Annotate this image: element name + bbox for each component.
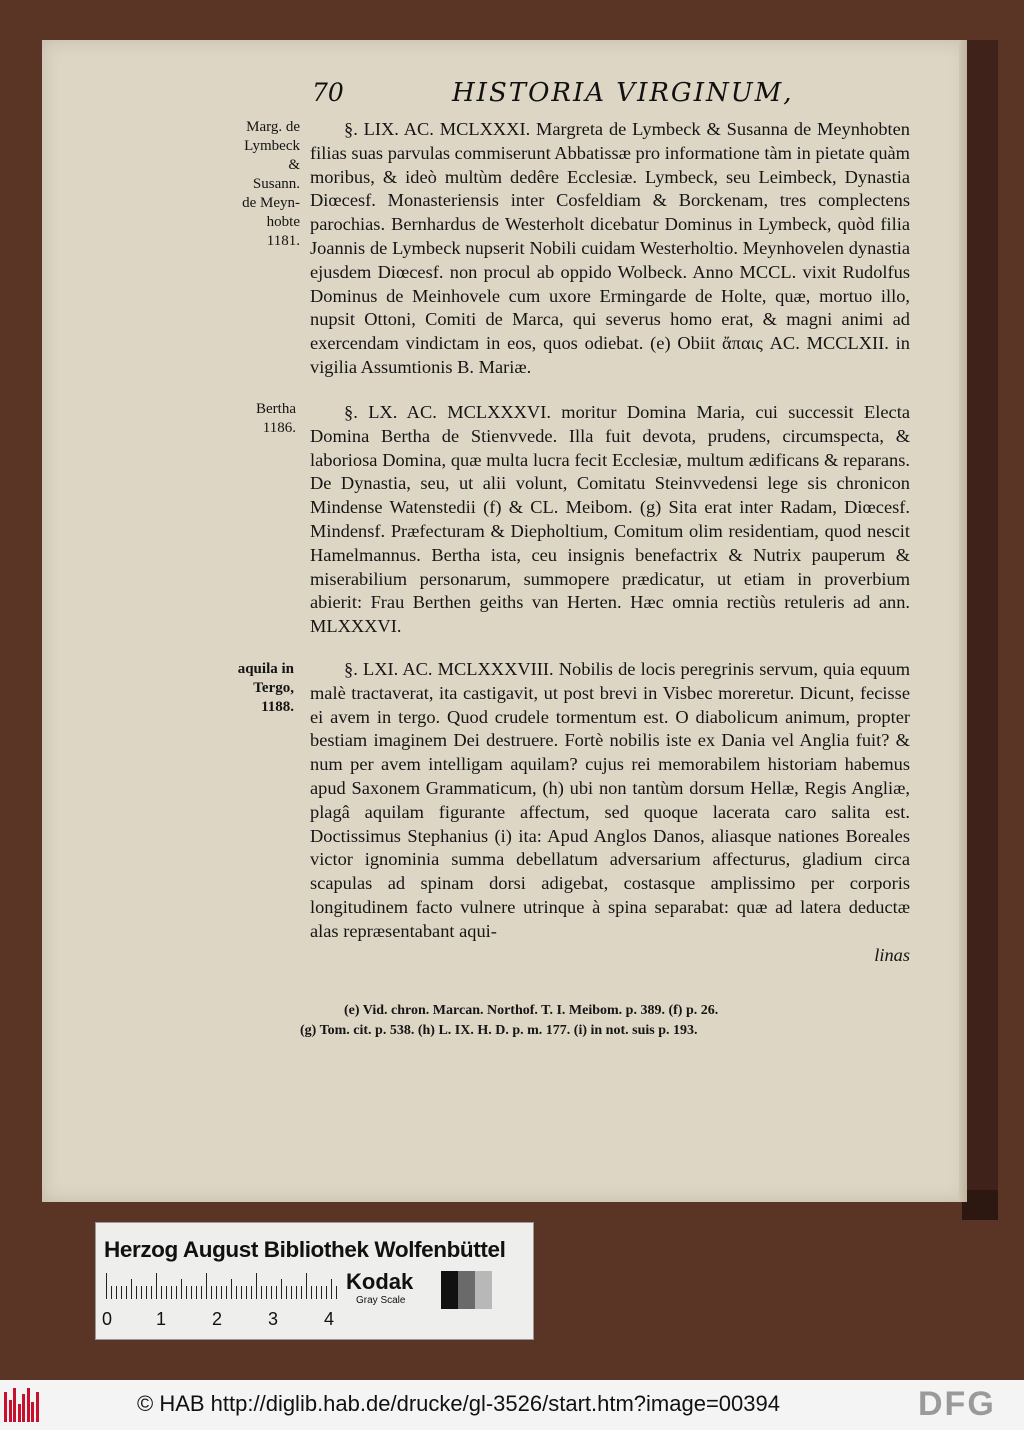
- ruler-tick: [226, 1286, 227, 1299]
- ruler-tick: [321, 1286, 322, 1299]
- margin-note-aquila: [232, 660, 302, 717]
- margin-line: 1186.: [262, 420, 296, 436]
- ruler-tick: [121, 1286, 122, 1299]
- ruler-tick: [241, 1286, 242, 1299]
- ruler-tick: [286, 1286, 287, 1299]
- ruler-tick: [296, 1286, 297, 1299]
- ruler-tick: [136, 1286, 137, 1299]
- kodak-logo: Kodak: [346, 1269, 414, 1294]
- ruler-number: 4: [324, 1309, 335, 1329]
- underlying-page-shadow: [962, 1190, 998, 1220]
- margin-line: aquila in: [237, 661, 294, 677]
- page-edge: [959, 40, 967, 1202]
- paragraph-lxi: [310, 658, 910, 967]
- logo-bar: [18, 1404, 21, 1422]
- logo-bar: [4, 1392, 7, 1422]
- ruler-tick: [106, 1273, 107, 1299]
- ruler-tick: [141, 1286, 142, 1299]
- footnotes: [300, 1001, 916, 1041]
- book-page: [42, 40, 967, 1202]
- margin-line: 1181.: [266, 233, 300, 249]
- ruler-tick: [271, 1286, 272, 1299]
- paragraph-text: §. LIX. AC. MCLXXXI. Margreta de Lymbeck & Susanna de Meynhobten filias suas parvulas commiserunt Abbatissæ pro informatione tàm in pietate quàm moribus, & ideò multùm dedêre Ecclesiæ. Lymbeck, seu Leimbeck, Dynastia Diœcesf. Monasteriensis inter Cosfeldiam & Borckenam, tres complectens parochias. Bernhardus de Westerholt dicebatur Dominus in Lymbeck, quòd filia Joannis de Lymbeck nupserit Nobili cuidam Westerholtio. Meynhovelen dynastia ejusdem Diœcesf. non procul ab oppido Wolbeck. Anno MCCL. vixit Rudolfus Dominus de Meinhovele cum uxore Ermingarde de Holte, quæ, mortuo illo, nupsit Ottoni, Comiti de Marca, qui severus homo erat, & magni animi ad exercendam vindictam in eos, quos odiebat. (e) Obiit ἄπαις AC. MCCLXII. in vigilia Assumtionis B. Mariæ.: [310, 119, 910, 377]
- ruler-tick: [281, 1279, 282, 1299]
- ruler-tick: [221, 1286, 222, 1299]
- ruler-tick: [111, 1286, 112, 1299]
- logo-bar: [9, 1400, 12, 1422]
- ruler-tick: [306, 1273, 307, 1299]
- ruler-tick: [191, 1286, 192, 1299]
- ruler-tick: [276, 1286, 277, 1299]
- ruler-tick: [151, 1286, 152, 1299]
- margin-line: hobte: [266, 214, 300, 230]
- ruler-tick: [211, 1286, 212, 1299]
- margin-note-margreta: [238, 118, 308, 251]
- footnote-line: (e) Vid. chron. Marcan. Northof. T. I. Meibom. p. 389. (f) p. 26.: [344, 1003, 719, 1018]
- paragraph-lx: [310, 401, 910, 639]
- ruler-tick: [266, 1286, 267, 1299]
- viewer-footer: [0, 1380, 1024, 1430]
- ruler-tick: [166, 1286, 167, 1299]
- margin-line: de Meyn-: [242, 195, 300, 211]
- gray-swatch-light: [475, 1271, 492, 1309]
- ruler-tick: [156, 1273, 157, 1299]
- ruler-number: 2: [212, 1309, 223, 1329]
- ruler-tick: [186, 1286, 187, 1299]
- logo-bar: [13, 1388, 16, 1422]
- dfg-logo: DFG: [918, 1385, 996, 1423]
- ruler-tick: [251, 1286, 252, 1299]
- logo-bar: [27, 1388, 30, 1422]
- ruler-tick: [256, 1273, 257, 1299]
- paragraph-text: §. LX. AC. MCLXXXVI. moritur Domina Maria, cui successit Electa Domina Bertha de Stienvvede. Illa fuit devota, prudens, circumspecta, & laboriosa Domina, quæ multa lucra fecit Ecclesiæ, multum ædificans & reparans. De Dynastia, seu, ut alii volunt, Comitatu Steinvvedensi lege sis chronicon Mindense Watenstedii (f) & CL. Meibom. (g) Sita erat inter Radam, Diœcesf. Mindensf. Præfecturam & Diepholtium, Comitum olim residentiam, quod nescit Hamelmannus. Bertha ista, ceu insignis benefactrix & Nutrix pauperum & miserabilium personarum, summopere prædicatur, ut etiam in proverbium abierit: Frau Berthen geiths van Herten. Hæc omnia rectiùs retuleris ad ann. MLXXXVI.: [310, 402, 910, 637]
- gray-scale-label: Gray Scale: [356, 1295, 406, 1306]
- margin-note-bertha: [234, 400, 294, 438]
- ruler-tick: [336, 1286, 337, 1299]
- gray-swatch-black: [441, 1271, 458, 1309]
- ruler-number: 0: [102, 1309, 113, 1329]
- ruler-tick: [201, 1286, 202, 1299]
- margin-line: Bertha: [256, 401, 296, 417]
- catchword: linas: [874, 944, 910, 965]
- ruler-tick: [126, 1286, 127, 1299]
- library-name: Herzog August Bibliothek Wolfenbüttel: [104, 1237, 506, 1262]
- gray-swatch-mid: [458, 1271, 475, 1309]
- hab-logo-icon: [4, 1388, 40, 1422]
- ruler-tick: [206, 1273, 207, 1299]
- logo-bar: [22, 1394, 25, 1422]
- ruler-tick: [231, 1279, 232, 1299]
- running-title: HISTORIA VIRGINUM,: [452, 78, 794, 108]
- ruler-tick: [196, 1286, 197, 1299]
- page-number: 70: [312, 78, 344, 107]
- ruler-number: 1: [156, 1309, 167, 1329]
- ruler-tick: [261, 1286, 262, 1299]
- logo-bar: [36, 1392, 39, 1422]
- copyright-link[interactable]: © HAB http://diglib.hab.de/drucke/gl-3526/start.htm?image=00394: [137, 1391, 780, 1416]
- ruler-tick: [331, 1279, 332, 1299]
- ruler-tick: [146, 1286, 147, 1299]
- ruler-number: 3: [268, 1309, 279, 1329]
- ruler-tick: [291, 1286, 292, 1299]
- ruler-tick: [116, 1286, 117, 1299]
- margin-line: 1188.: [261, 699, 294, 715]
- ruler-tick: [236, 1286, 237, 1299]
- margin-line: Marg. de: [246, 119, 300, 135]
- margin-line: Lymbeck: [244, 138, 300, 154]
- paragraph-lix: [310, 118, 910, 380]
- library-scan-label: [95, 1222, 534, 1340]
- ruler-tick: [161, 1286, 162, 1299]
- logo-bar: [31, 1402, 34, 1422]
- ruler-tick: [181, 1279, 182, 1299]
- margin-line: Tergo,: [253, 680, 294, 696]
- ruler-tick: [171, 1286, 172, 1299]
- ruler-tick: [131, 1279, 132, 1299]
- ruler-tick: [216, 1286, 217, 1299]
- ruler-tick: [326, 1286, 327, 1299]
- paragraph-text: §. LXI. AC. MCLXXXVIII. Nobilis de locis peregrinis servum, quia equum malè tractaverat, ita castigavit, ut post brevi in Visbec moreretur. Dicunt, fecisse ei avem in tergo. Quod crudele tormentum est. O diabolicum animum, propter bestiam imaginem Dei destruere. Fortè nobilis iste ex Dania vel Anglia fuit? & num per avem intelligam aquilam? cujus rei memorabilem historiam habemus apud Saxonem Grammaticum, (h) ubi non tantùm dorsum Hellæ, Regis Angliæ, plagâ aquilam figurante affectum, sed quoque lacerata caro salita est. Doctissimus Stephanius (i) ita: Apud Anglos Danos, aliasque nationes Boreales victor ignominia summa debellatum adversarium affecturus, gladium circa scapulas ad spinam dorsi adigebat, costasque amplissimo per corporis longitudinem facto vulnere utrinque à spina separabat: quæ ad latera deductæ alas repræsentabant aqui-: [310, 659, 910, 941]
- ruler-tick: [316, 1286, 317, 1299]
- ruler-tick: [311, 1286, 312, 1299]
- measurement-ruler: [106, 1273, 338, 1299]
- footnote-line: (g) Tom. cit. p. 538. (h) L. IX. H. D. p. m. 177. (i) in not. suis p. 193.: [300, 1023, 698, 1038]
- page-header: [42, 78, 967, 118]
- ruler-tick: [301, 1286, 302, 1299]
- margin-line: & Susann.: [252, 157, 300, 192]
- ruler-tick: [246, 1286, 247, 1299]
- ruler-tick: [176, 1286, 177, 1299]
